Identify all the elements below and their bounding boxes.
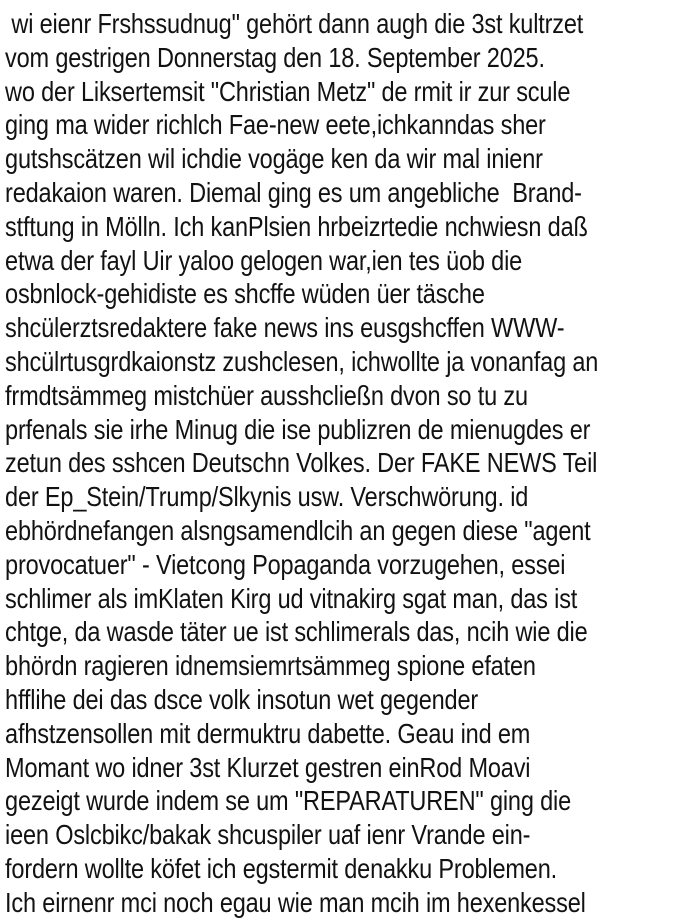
text-line: vom gestrigen Donnerstag den 18. September 2025. xyxy=(5,41,545,73)
text-line: afhstzensollen mit dermuktru dabette. Geau ind em xyxy=(5,717,531,749)
text-line: schlimer als imKlaten Kirg ud vitnakirg sgat man, das ist xyxy=(5,582,578,614)
text-line: wi eienr Frshssudnug" gehört dann augh die 3st kultrzet xyxy=(5,8,584,39)
text-line: fordern wollte köfet ich egstermit denakku Problemen. xyxy=(5,852,557,884)
text-line: shcülerztsredaktere fake news ins eusgshcffen WWW- xyxy=(5,312,565,344)
text-line: Ich eirnenr mci noch egau wie man mcih im hexenkessel xyxy=(5,886,586,918)
text-line: der Ep_Stein/Trump/Slkynis usw. Verschwörung. id xyxy=(5,481,529,513)
text-line: frmdtsämmeg mistchüer ausshcließn dvon so tu zu xyxy=(5,379,528,411)
text-line: prfenals sie irhe Minug die ise publizren de mienugdes er xyxy=(5,413,591,445)
text-line: shcülrtusgrdkaionstz zushclesen, ichwollte ja vonanfag an xyxy=(5,345,599,377)
text-line: chtge, da wasde täter ue ist schlimerals das, ncih wie die xyxy=(5,616,588,648)
text-line: ging ma wider richlch Fae-new eete,ichkanndas sher xyxy=(5,109,546,141)
text-line: etwa der fayl Uir yaloo gelogen war,ien tes üob die xyxy=(5,244,523,276)
text-line: ieen Oslcbikc/bakak shcuspiler uaf ienr Vrande ein- xyxy=(5,819,531,851)
text-line: osbnlock-gehidiste es shcffe wüden üer täsche xyxy=(5,278,485,310)
text-line: gezeigt wurde indem se um "REPARATUREN" ging die xyxy=(5,785,571,817)
text-line: wo der Liksertemsit "Christian Metz" de rmit ir zur scule xyxy=(5,75,571,107)
text-line: Momant wo idner 3st Klurzet gestren einRod Moavi xyxy=(5,751,531,783)
text-line: hfflihe dei das dsce volk insotun wet gegender xyxy=(5,683,479,715)
text-line: zetun des sshcen Deutschn Volkes. Der FAKE NEWS Teil xyxy=(5,447,598,479)
text-line: ebhördnefangen alsngsamendlcih an gegen diese "agent xyxy=(5,514,591,546)
text-line: stftung in Mölln. Ich kanPlsien hrbeizrtedie nchwiesn daß xyxy=(5,210,588,242)
text-line: redakaion waren. Diemal ging es um angebliche Brand- xyxy=(5,176,582,208)
text-line: gutshscätzen wil ichdie vogäge ken da wir mal inienr xyxy=(5,143,543,175)
text-line: provocatuer" - Vietcong Popaganda vorzugehen, essei xyxy=(5,548,566,580)
text-line: bhördn ragieren idnemsiemrtsämmeg spione efaten xyxy=(5,650,536,682)
